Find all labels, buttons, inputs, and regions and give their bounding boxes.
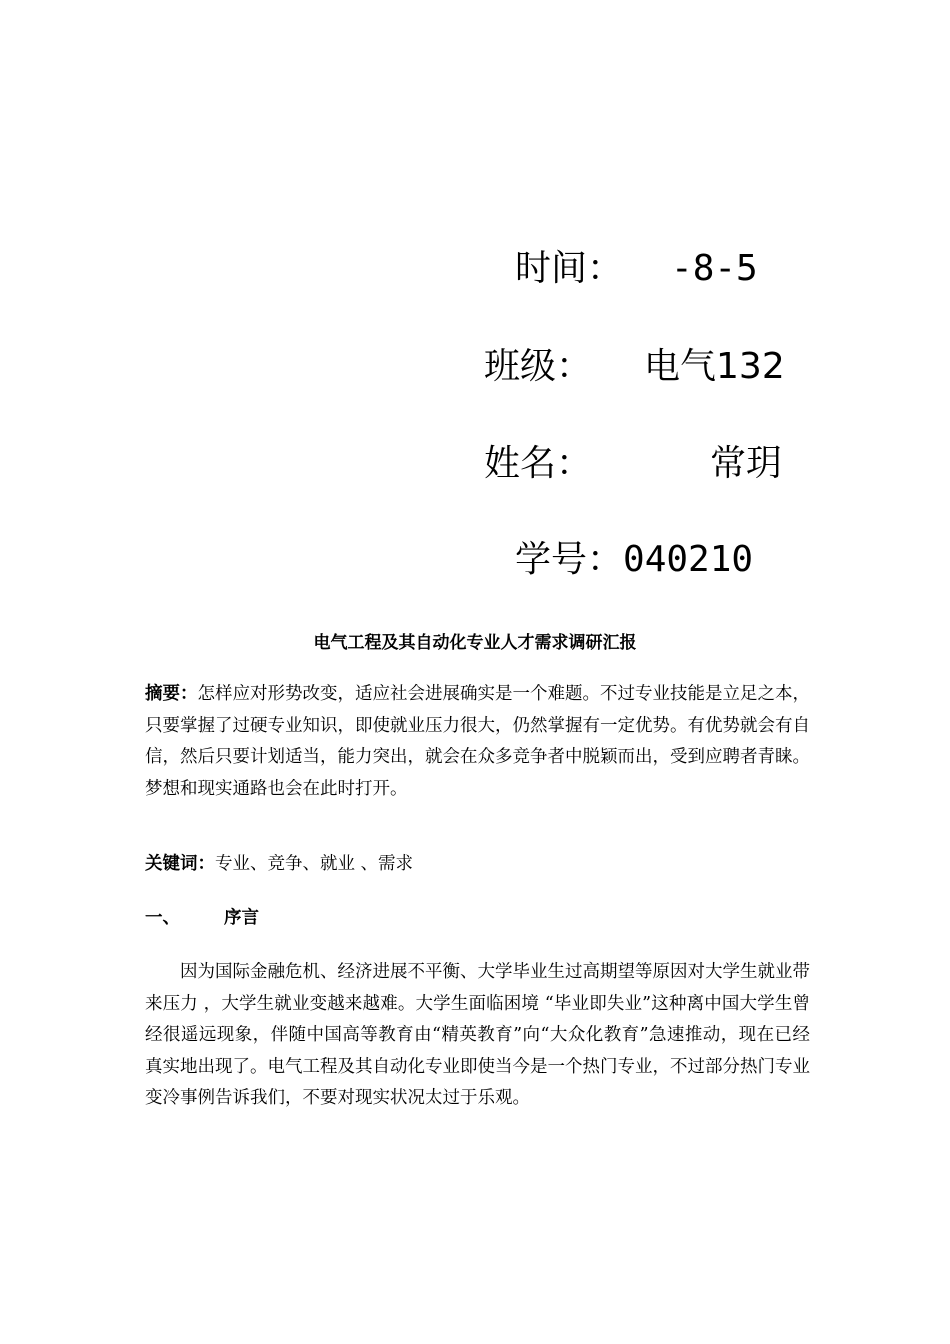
section-title: 序言 [224, 908, 259, 928]
cover-time-line [515, 247, 758, 291]
abstract-text: 怎样应对形势改变，适应社会进展确实是一个难题。不过专业技能是立足之本，只要掌握了过硬专业知识，即使就业压力很大，仍然掌握有一定优势。有优势就会有自信，然后只要计划适当，能力突出，就会在众多竞争者中脱颖而出，受到应聘者青睐。梦想和现实通路也会在此时打开。 [145, 684, 810, 799]
cover-name-line [484, 442, 782, 486]
section-number: 一、 [145, 908, 180, 928]
abstract-label: 摘要： [145, 684, 198, 704]
class-value: 电气132 [644, 346, 785, 387]
name-label: 姓名： [484, 443, 593, 484]
student-id-label: 学号： [515, 539, 624, 580]
keywords-label: 关键词： [145, 854, 215, 874]
cover-student-id-line [515, 538, 753, 582]
section-heading [145, 903, 810, 935]
name-value: 常玥 [710, 443, 783, 484]
student-id-value: 040210 [623, 539, 754, 580]
cover-class-line [484, 345, 785, 389]
abstract-paragraph [145, 679, 810, 805]
intro-paragraph: 因为国际金融危机、经济进展不平衡、大学毕业生过高期望等原因对大学生就业带来压力 ，大学生就业变越来越难。大学生面临困境 “毕业即失业”这种离中国大学生曾经很遥远现象，伴随中国高等教育由“精英教育”向“大众化教育”急速推动，现在已经真实地出现了。电气工程及其自动化专业即使当今是一个热门专业，不过部分热门专业变冷事例告诉我们，不要对现实状况太过于乐观。 [145, 962, 810, 1108]
keywords-text: 专业、竞争、就业 、需求 [215, 854, 414, 874]
time-value: -8-5 [671, 248, 758, 289]
report-title: 电气工程及其自动化专业人才需求调研汇报 [313, 633, 637, 653]
keywords-paragraph [145, 849, 810, 881]
class-label: 班级： [484, 346, 593, 387]
time-label: 时间： [515, 248, 624, 289]
